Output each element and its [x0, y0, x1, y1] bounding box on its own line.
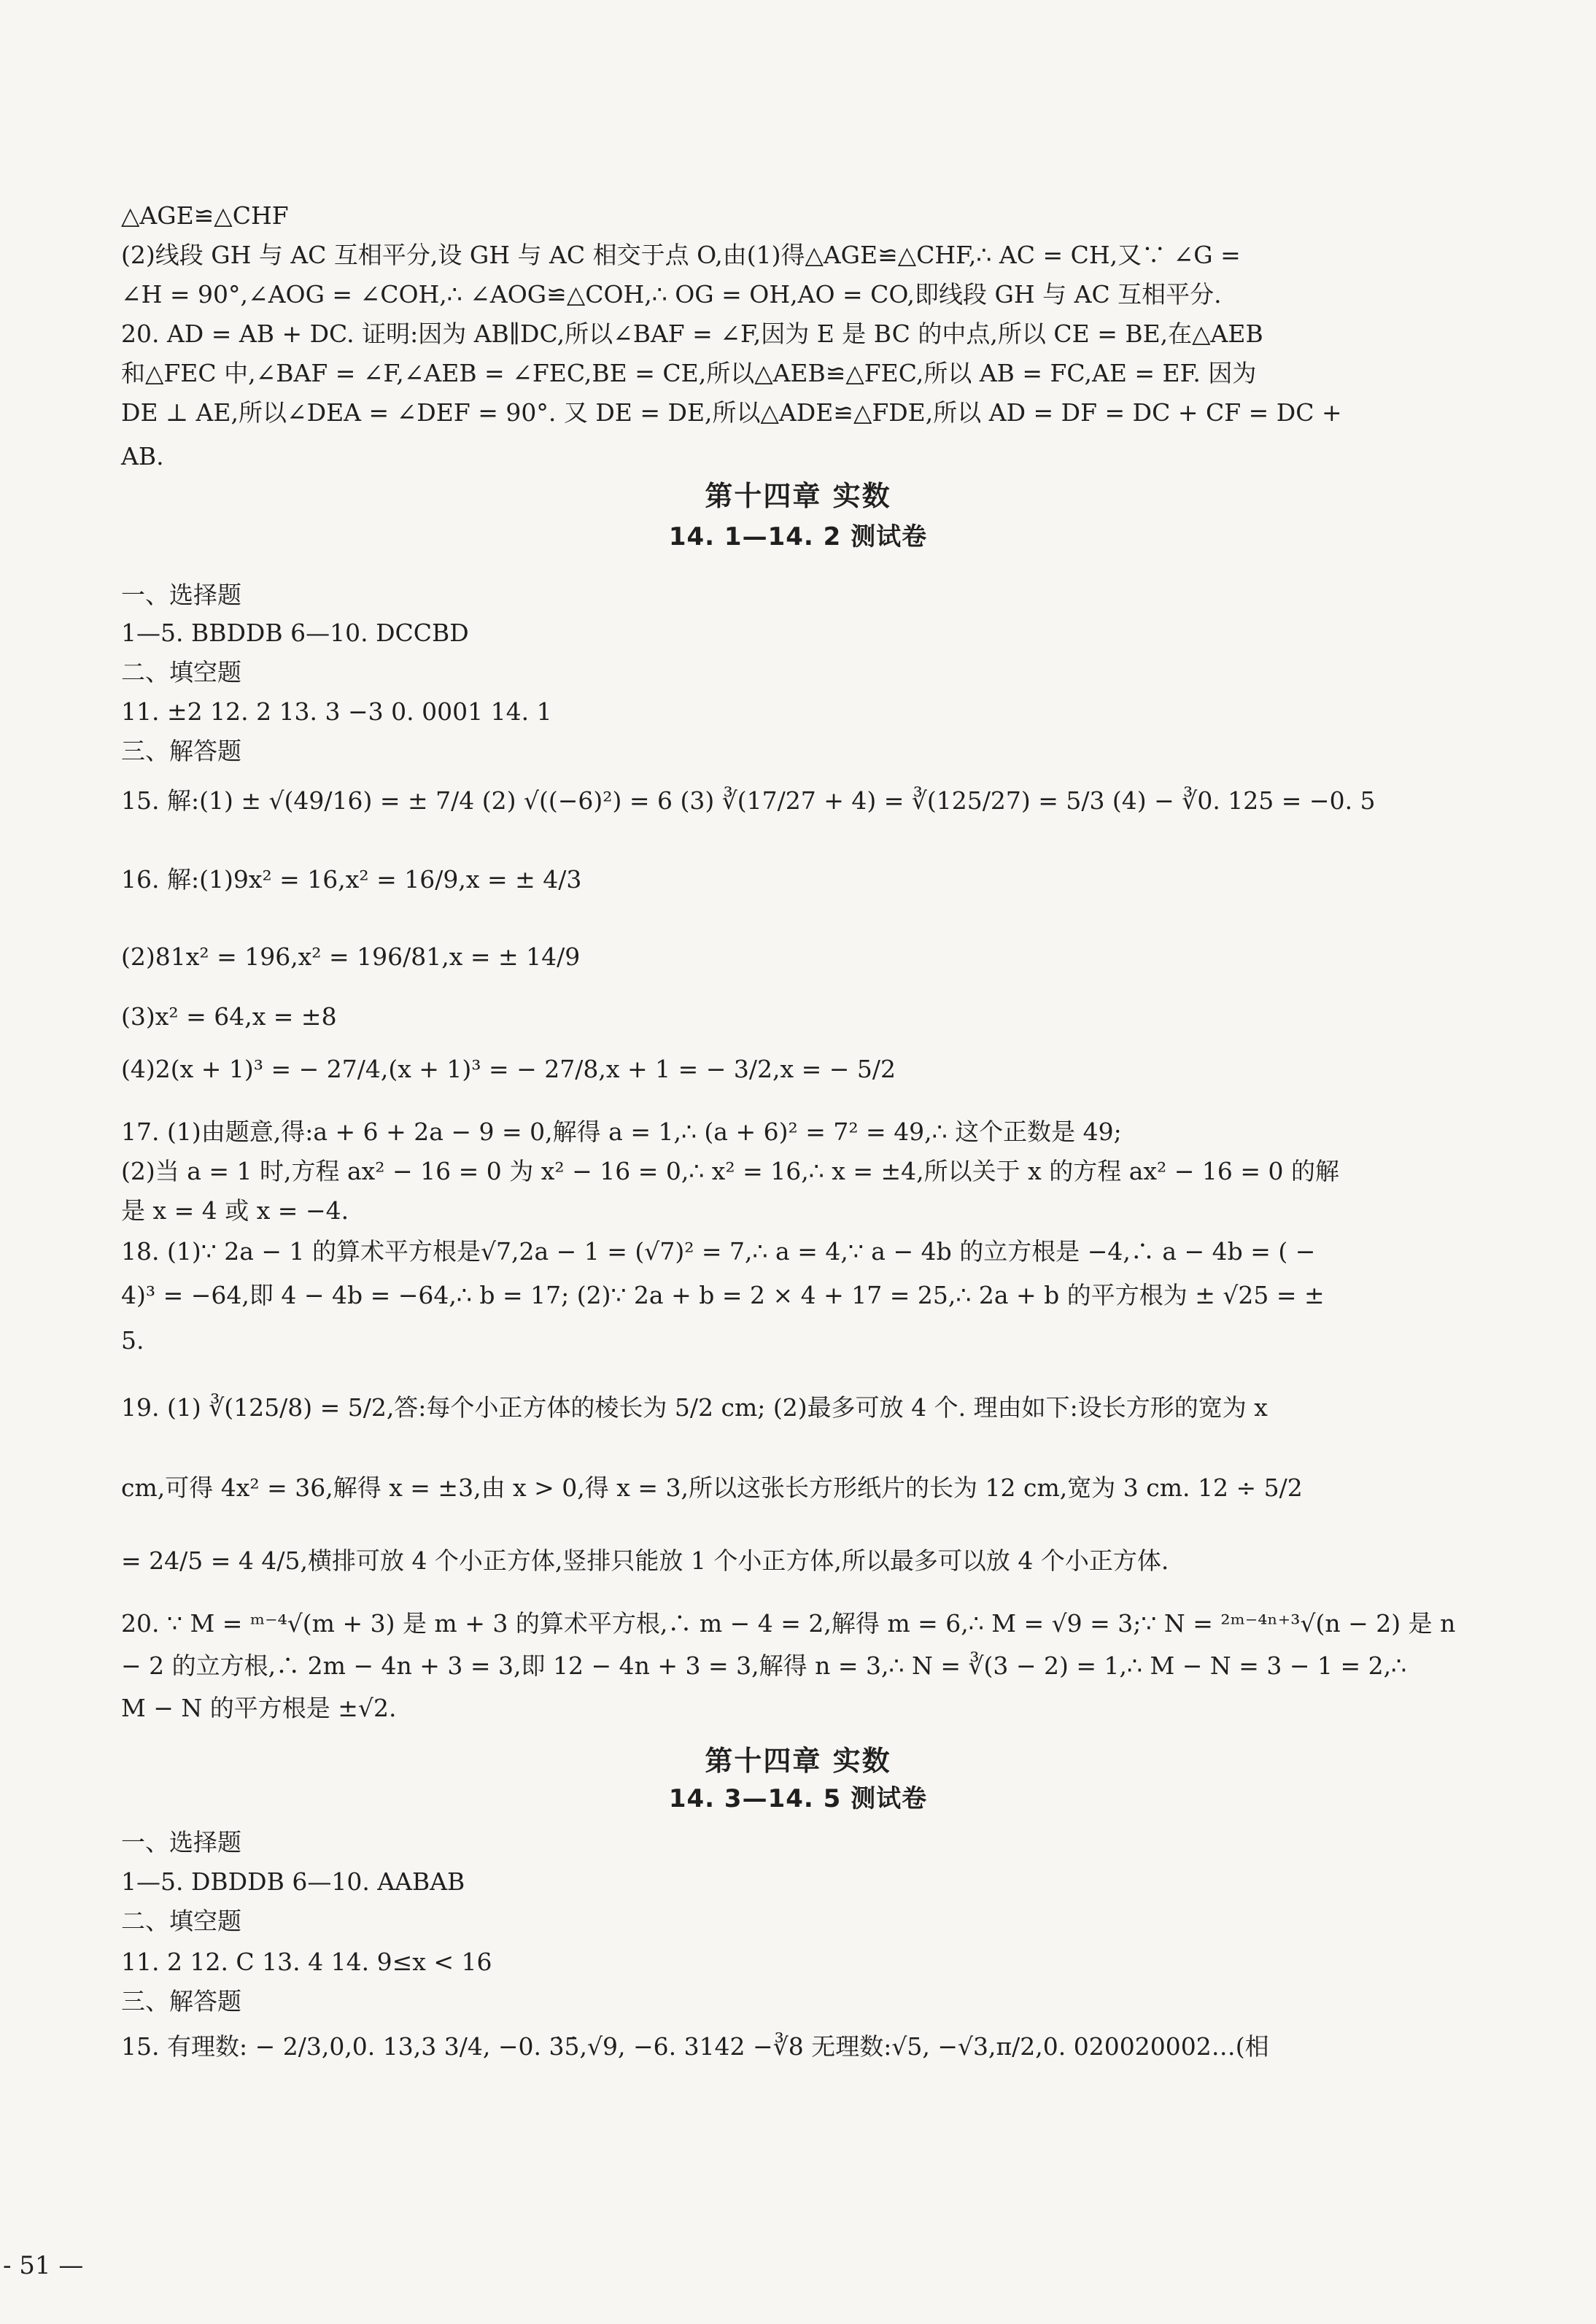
- answer-line: (2)当 a = 1 时,方程 ax² − 16 = 0 为 x² − 16 = 0,∴ x² = 16,∴ x = ±4,所以关于 x 的方程 ax² − 16 = 0 的解: [121, 1157, 1339, 1185]
- answer-line: 二、填空题: [121, 1907, 241, 1935]
- answer-line: 二、填空题: [121, 658, 241, 686]
- answer-line: − 2 的立方根,∴ 2m − 4n + 3 = 3,即 12 − 4n + 3 = 3,解得 n = 3,∴ N = ∛(3 − 2) = 1,∴ M − N = 3 − 1 = 2,∴: [121, 1651, 1407, 1680]
- answer-line: 4)³ = −64,即 4 − 4b = −64,∴ b = 17; (2)∵ 2a + b = 2 × 4 + 17 = 25,∴ 2a + b 的平方根为 ± √25 = ±: [121, 1281, 1325, 1309]
- chapter-title: 第十四章 实数: [705, 480, 891, 512]
- answer-line: (2)线段 GH 与 AC 互相平分,设 GH 与 AC 相交于点 O,由(1)得△AGE≌△CHF,∴ AC = CH,又∵ ∠G =: [121, 241, 1241, 269]
- answer-line: 15. 解:(1) ± √(49/16) = ± 7/4 (2) √((−6)²) = 6 (3) ∛(17/27 + 4) = ∛(125/27) = 5/3 (4) − ∛0. 125 = −0. 5: [121, 786, 1376, 815]
- answer-line: (2)81x² = 196,x² = 196/81,x = ± 14/9: [121, 942, 581, 971]
- answer-line: 11. 2 12. C 13. 4 14. 9≤x < 16: [121, 1948, 492, 1976]
- answer-line: cm,可得 4x² = 36,解得 x = ±3,由 x > 0,得 x = 3,所以这张长方形纸片的长为 12 cm,宽为 3 cm. 12 ÷ 5/2: [121, 1473, 1303, 1502]
- answer-line: 20. ∵ M = ᵐ⁻⁴√(m + 3) 是 m + 3 的算术平方根,∴ m − 4 = 2,解得 m = 6,∴ M = √9 = 3;∵ N = ²ᵐ⁻⁴ⁿ⁺³√(n − 2) 是 n: [121, 1609, 1456, 1638]
- answer-line: 1—5. DBDDB 6—10. AABAB: [121, 1867, 465, 1896]
- answer-line: = 24/5 = 4 4/5,横排可放 4 个小正方体,竖排只能放 1 个小正方体,所以最多可以放 4 个小正方体.: [121, 1546, 1169, 1575]
- answer-line: DE ⊥ AE,所以∠DEA = ∠DEF = 90°. 又 DE = DE,所以△ADE≌△FDE,所以 AD = DF = DC + CF = DC +: [121, 398, 1342, 427]
- answer-line: 三、解答题: [121, 737, 241, 765]
- answer-line: 19. (1) ∛(125/8) = 5/2,答:每个小正方体的棱长为 5/2 cm; (2)最多可放 4 个. 理由如下:设长方形的宽为 x: [121, 1393, 1268, 1422]
- test-subtitle: 14. 1—14. 2 测试卷: [668, 522, 928, 551]
- answer-line: 16. 解:(1)9x² = 16,x² = 16/9,x = ± 4/3: [121, 865, 582, 894]
- answer-line: 20. AD = AB + DC. 证明:因为 AB∥DC,所以∠BAF = ∠F,因为 E 是 BC 的中点,所以 CE = BE,在△AEB: [121, 319, 1263, 348]
- answer-line: AB.: [121, 442, 164, 470]
- answer-line: 是 x = 4 或 x = −4.: [121, 1196, 349, 1225]
- answer-line: ∠H = 90°,∠AOG = ∠COH,∴ ∠AOG≌△COH,∴ OG = OH,AO = CO,即线段 GH 与 AC 互相平分.: [121, 280, 1222, 309]
- answer-line: 1—5. BBDDB 6—10. DCCBD: [121, 619, 469, 647]
- answer-line: 一、选择题: [121, 581, 241, 609]
- answer-line: 11. ±2 12. 2 13. 3 −3 0. 0001 14. 1: [121, 697, 552, 726]
- answer-line: 5.: [121, 1326, 144, 1355]
- answer-line: 和△FEC 中,∠BAF = ∠F,∠AEB = ∠FEC,BE = CE,所以△AEB≌△FEC,所以 AB = FC,AE = EF. 因为: [121, 359, 1257, 387]
- test-subtitle: 14. 3—14. 5 测试卷: [668, 1784, 928, 1813]
- answer-line: M − N 的平方根是 ±√2.: [121, 1694, 397, 1722]
- answer-line: △AGE≌△CHF: [121, 201, 289, 230]
- answer-line: (3)x² = 64,x = ±8: [121, 1002, 337, 1031]
- answer-line: 三、解答题: [121, 1987, 241, 2015]
- chapter-title: 第十四章 实数: [705, 1745, 891, 1777]
- answer-line: (4)2(x + 1)³ = − 27/4,(x + 1)³ = − 27/8,x + 1 = − 3/2,x = − 5/2: [121, 1055, 896, 1083]
- answer-line: 18. (1)∵ 2a − 1 的算术平方根是√7,2a − 1 = (√7)² = 7,∴ a = 4,∵ a − 4b 的立方根是 −4,∴ a − 4b = ( −: [121, 1237, 1316, 1266]
- answer-line: 一、选择题: [121, 1828, 241, 1856]
- answer-line: 15. 有理数: − 2/3,0,0. 13,3 3/4, −0. 3̇5̇,√9, −6. 3142 −∛8 无理数:√5, −√3,π/2,0. 020020002…(相: [121, 2032, 1269, 2061]
- page-number: - 51 —: [3, 2251, 84, 2280]
- answer-line: 17. (1)由题意,得:a + 6 + 2a − 9 = 0,解得 a = 1,∴ (a + 6)² = 7² = 49,∴ 这个正数是 49;: [121, 1118, 1122, 1146]
